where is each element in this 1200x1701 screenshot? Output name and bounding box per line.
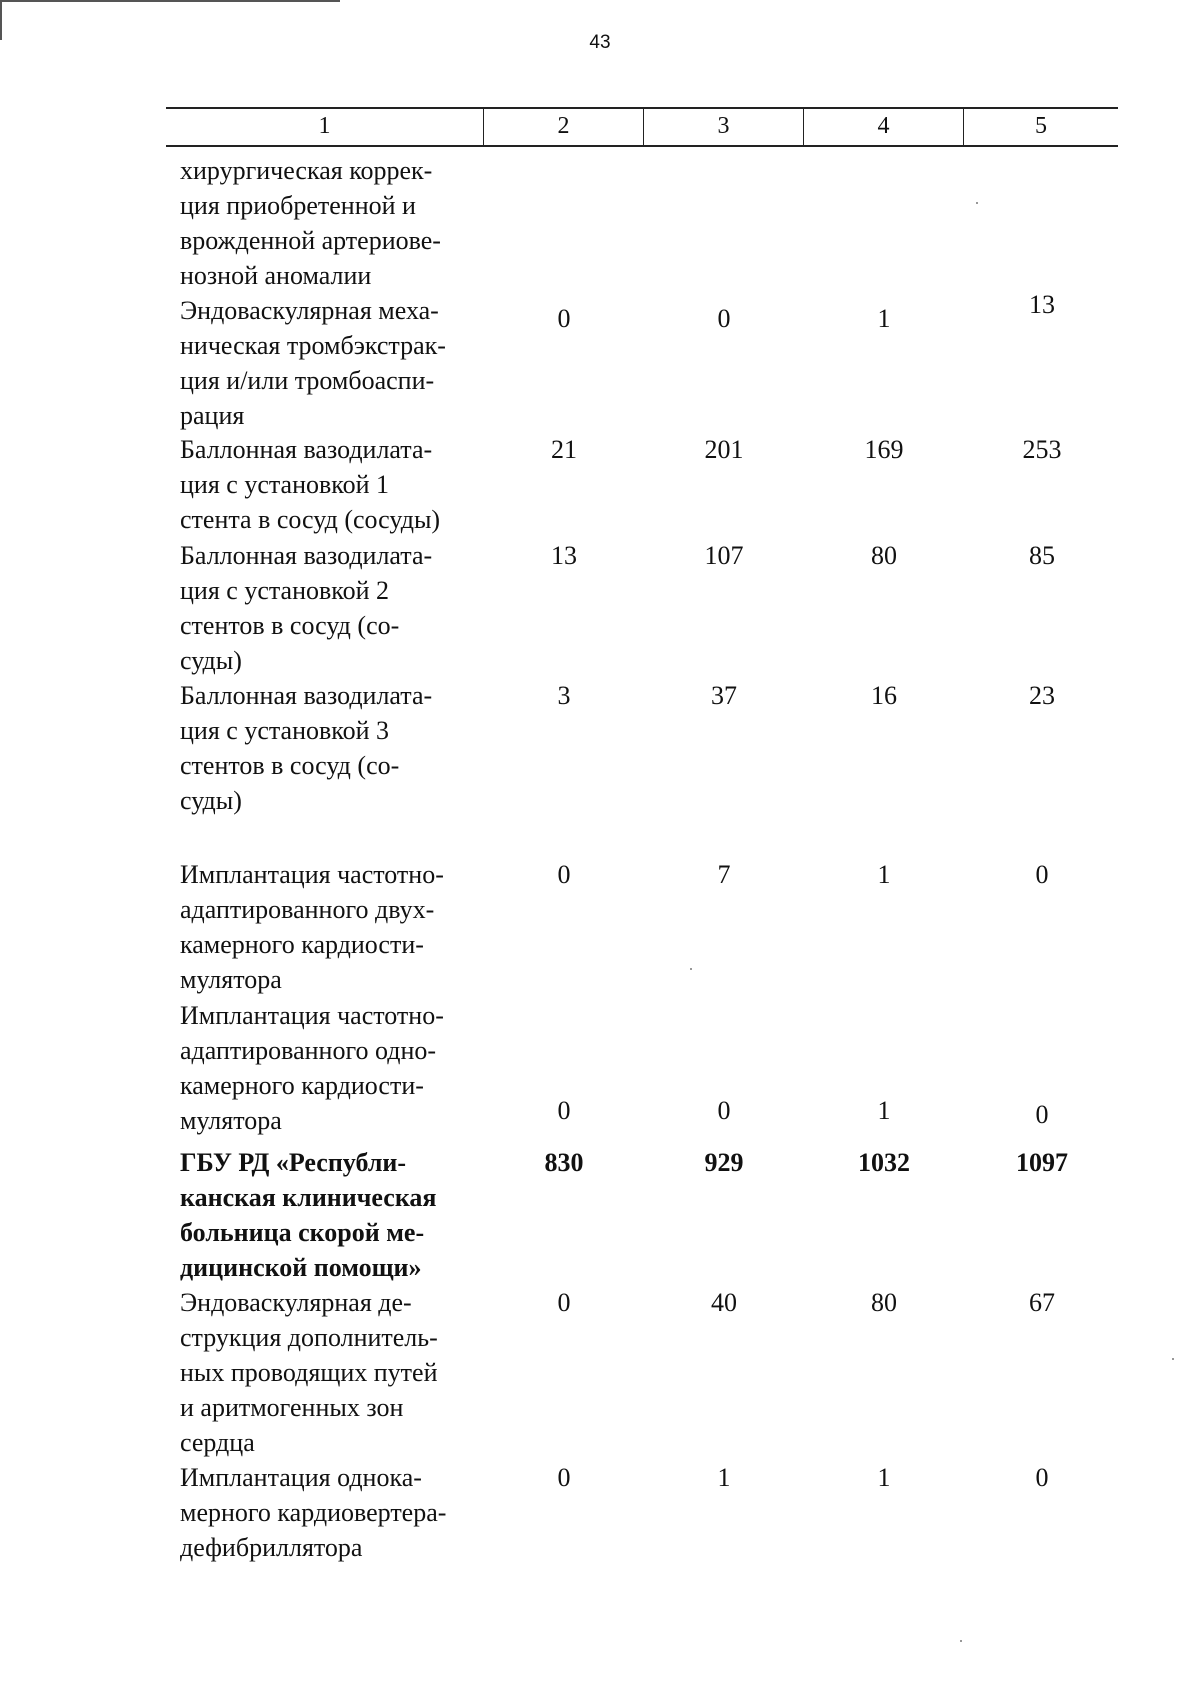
row-label: Баллонная вазодилата- ция с установкой 3 стентов в сосуд (со- суды) — [180, 681, 433, 815]
table-header — [166, 107, 1118, 147]
cell-col-2: 0 — [557, 860, 571, 889]
column-header-3: 3 — [644, 109, 804, 145]
row-label: Баллонная вазодилата- ция с установкой 1 стента в сосуд (сосуды) — [180, 435, 441, 534]
cell-col-5: 253 — [1022, 435, 1062, 464]
column-header-5: 5 — [1035, 113, 1047, 139]
scan-speck — [960, 1640, 962, 1642]
cell-col-5: 13 — [1029, 290, 1055, 319]
cell-col-4: 1 — [877, 304, 891, 333]
cell-col-2: 0 — [557, 1288, 571, 1317]
cell-col-3: 7 — [717, 860, 731, 889]
row-label: ГБУ РД «Республи- канская клиническая больница скорой ме- дицинской помощи» — [180, 1148, 437, 1282]
row-label: Имплантация частотно- адаптированного одно- камерного кардиости- мулятора — [180, 1001, 444, 1135]
cell-col-3: 0 — [717, 1096, 731, 1125]
cell-col-2: 0 — [557, 1463, 571, 1492]
cell-col-5: 85 — [1029, 541, 1055, 570]
cell-col-4: 1 — [877, 860, 891, 889]
cell-col-5: 1097 — [1016, 1148, 1068, 1177]
cell-col-4: 80 — [871, 541, 897, 570]
row-label: Баллонная вазодилата- ция с установкой 2 стентов в сосуд (со- суды) — [180, 541, 433, 675]
cell-col-4: 1 — [877, 1096, 891, 1125]
column-header-1: 1 — [166, 109, 484, 145]
row-label: хирургическая коррек- ция приобретенной и врожденной артериове- нозной аномалии — [180, 156, 441, 290]
row-label: Имплантация частотно- адаптированного двух- камерного кардиости- мулятора — [180, 860, 444, 994]
cell-col-3: 107 — [704, 541, 744, 570]
cell-col-3: 929 — [704, 1148, 744, 1177]
scan-edge — [0, 0, 340, 2]
scan-speck — [690, 968, 692, 970]
cell-col-5: 67 — [1029, 1288, 1055, 1317]
scan-speck — [976, 202, 978, 204]
cell-col-3: 1 — [717, 1463, 731, 1492]
column-header-4: 4 — [804, 109, 964, 145]
cell-col-2: 3 — [557, 681, 571, 710]
cell-col-5: 0 — [1035, 860, 1049, 889]
cell-col-2: 0 — [557, 1096, 571, 1125]
row-label: Эндоваскулярная де- струкция дополнитель- ных проводящих путей и аритмогенных зон сердца — [180, 1288, 438, 1457]
cell-col-3: 201 — [704, 435, 744, 464]
row-label: Имплантация однока- мерного кардиовертера- дефибриллятора — [180, 1463, 447, 1562]
cell-col-4: 1 — [877, 1463, 891, 1492]
cell-col-4: 16 — [871, 681, 897, 710]
page-number: 43 — [589, 32, 611, 53]
cell-col-3: 40 — [711, 1288, 737, 1317]
column-header-2: 2 — [484, 109, 644, 145]
cell-col-3: 0 — [717, 304, 731, 333]
cell-col-4: 169 — [864, 435, 904, 464]
row-label: Эндоваскулярная меха- ническая тромбэкстрак- ция и/или тромбоаспи- рация — [180, 296, 446, 430]
cell-col-2: 830 — [544, 1148, 584, 1177]
cell-col-2: 13 — [551, 541, 577, 570]
scan-speck — [1172, 1358, 1174, 1360]
cell-col-4: 1032 — [858, 1148, 910, 1177]
cell-col-5: 0 — [1035, 1100, 1049, 1129]
cell-col-2: 21 — [551, 435, 577, 464]
cell-col-5: 0 — [1035, 1463, 1049, 1492]
cell-col-3: 37 — [711, 681, 737, 710]
cell-col-2: 0 — [557, 304, 571, 333]
cell-col-5: 23 — [1029, 681, 1055, 710]
cell-col-4: 80 — [871, 1288, 897, 1317]
